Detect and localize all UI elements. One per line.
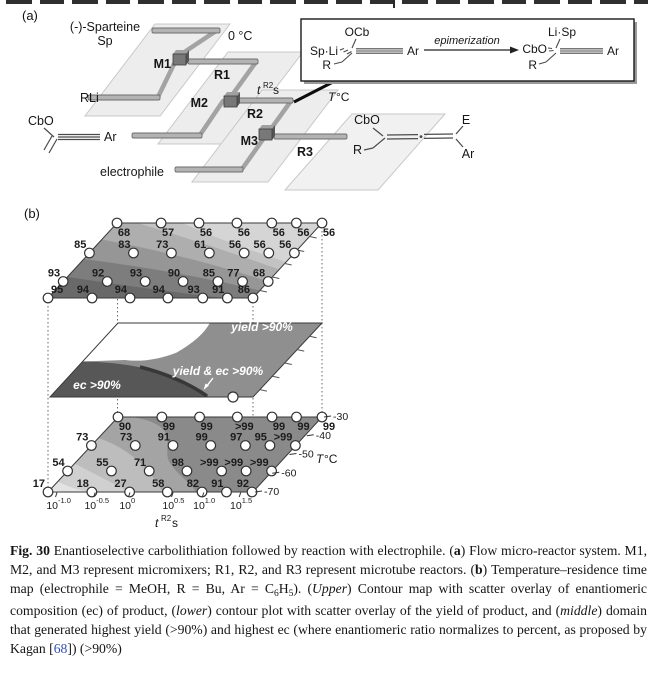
data-point-label: >99 xyxy=(235,421,254,433)
inset-left-spli: Sp·Li xyxy=(309,44,338,58)
data-point-label: 27 xyxy=(114,478,127,490)
data-point-label: 92 xyxy=(92,267,105,280)
data-point-label: 94 xyxy=(152,284,165,296)
data-point-label: 54 xyxy=(52,457,65,469)
data-point-label: 68 xyxy=(117,227,131,239)
reactor-tube-r2 xyxy=(235,98,293,103)
data-point-label: 73 xyxy=(120,431,133,444)
temp-axis-title xyxy=(316,452,338,466)
data-point-label: 56 xyxy=(279,239,292,251)
overlap-region-label: yield & ec >90% xyxy=(172,364,264,378)
data-point-label: 99 xyxy=(322,421,336,433)
panel-a-flow-reactor-diagram xyxy=(0,4,655,204)
data-point-label: 17 xyxy=(32,478,45,490)
data-point-label: 91 xyxy=(157,431,170,444)
product-r-label: R xyxy=(352,143,362,157)
x-tick-base: 10 xyxy=(162,500,175,512)
substrate-cbo-label: CbO xyxy=(28,114,54,128)
data-point-label: 95 xyxy=(254,431,267,444)
data-point-label: 73 xyxy=(76,431,89,444)
sparteine-abbrev: Sp xyxy=(97,34,113,48)
data-point-label: 99 xyxy=(162,421,175,433)
x-tick-exponent: -0.5 xyxy=(96,496,110,505)
svg-text:R2: R2 xyxy=(263,81,274,90)
x-tick-exponent: 0.5 xyxy=(174,496,185,505)
caption-segment: Enantioselective carbolithiation followed by reaction with electrophile. ( xyxy=(49,543,454,558)
variable-temp-label xyxy=(328,90,350,104)
data-point-label: 77 xyxy=(227,267,240,280)
caption-segment: ) Flow micro-reactor system. M1, M2, and M3 represent micromixers; R1, R2, and R3 represent microtube reactors. ( xyxy=(10,543,647,578)
svg-text:s: s xyxy=(273,83,279,97)
data-point-label: 92 xyxy=(236,478,249,490)
electrophile-label: electrophile xyxy=(100,165,164,179)
temp-tick-label: -30 xyxy=(333,411,349,423)
micromixer-m3 xyxy=(259,125,275,140)
optimum-point-marker xyxy=(228,392,238,402)
caption-segment: H xyxy=(278,581,289,597)
svg-text:°C: °C xyxy=(324,452,338,466)
electrophile-feed-tube xyxy=(175,167,243,172)
inset-right-lisp: Li·Sp xyxy=(547,25,577,39)
temp-tick-label: -70 xyxy=(264,486,280,498)
svg-text:°C: °C xyxy=(336,90,350,104)
caption-segment: ) contour plot with scatter overlay of the yield of product, and ( xyxy=(207,603,561,619)
x-axis xyxy=(46,493,252,513)
x-tick-base: 10 xyxy=(193,500,205,512)
data-point-label: 56 xyxy=(272,227,285,239)
caption-subscript: 6 xyxy=(273,589,279,600)
data-point-label: 73 xyxy=(156,239,169,251)
temp-tick-label: -40 xyxy=(315,429,331,442)
x-tick-base: 10 xyxy=(119,500,131,512)
data-point-label: 82 xyxy=(186,478,200,490)
data-point-label: 86 xyxy=(237,284,250,296)
svg-text:T: T xyxy=(316,452,324,466)
x-tick-base: 10 xyxy=(84,500,97,512)
caption-ref-68[interactable]: 68 xyxy=(53,641,68,657)
svg-text:s: s xyxy=(172,516,178,530)
inset-right-r: R xyxy=(528,58,537,72)
svg-text:t: t xyxy=(155,516,159,530)
yield-region-label: yield >90% xyxy=(231,320,293,334)
rli-feed-tube xyxy=(88,95,160,100)
svg-text:t: t xyxy=(257,83,261,97)
substrate-feed-tube xyxy=(132,133,202,138)
inset-right-ar: Ar xyxy=(607,44,619,58)
data-point-label: 99 xyxy=(297,421,310,433)
caption-segment: ) Contour map with scatter overlay of enantiomeric composition (ec) of product, ( xyxy=(10,581,647,619)
mixer-m3-label: M3 xyxy=(240,134,258,148)
data-point-label: 90 xyxy=(167,267,181,280)
yield-contour-layer xyxy=(33,411,349,512)
data-point-label: 55 xyxy=(96,457,109,469)
caption-upper-ref: Upper xyxy=(312,581,348,597)
data-point-label: 68 xyxy=(252,267,266,280)
figure-caption xyxy=(10,541,647,658)
data-point-label: 58 xyxy=(152,478,165,490)
data-point-label: 56 xyxy=(237,227,251,239)
rli-label: RLi xyxy=(80,91,99,105)
reactor-r1-label: R1 xyxy=(214,68,230,82)
inset-left-r: R xyxy=(322,58,331,72)
data-point-label: 99 xyxy=(272,421,286,433)
data-point-label: 61 xyxy=(194,239,207,251)
data-point-label: 93 xyxy=(47,267,61,280)
sparteine-label: (-)-Sparteine xyxy=(69,20,141,34)
ec-region-label: ec >90% xyxy=(73,378,121,392)
x-tick-exponent: 1.5 xyxy=(241,496,253,505)
domain-map-layer xyxy=(50,320,322,402)
mixer-m2-label: M2 xyxy=(190,96,208,110)
data-point-label: >99 xyxy=(273,431,293,444)
substrate-structure xyxy=(44,128,100,153)
inset-left-ocb: OCb xyxy=(344,25,370,39)
data-point-label: 94 xyxy=(114,284,127,296)
caption-middle-ref: middle xyxy=(560,603,598,619)
caption-fig-label: Fig. 30 xyxy=(10,543,50,558)
data-point-label: >99 xyxy=(249,457,269,469)
caption-panel-a-ref: a xyxy=(453,543,461,558)
data-point-label: 93 xyxy=(129,267,143,280)
sparteine-feed-tube xyxy=(152,28,220,33)
data-point-label: 94 xyxy=(76,284,90,296)
product-e-label: E xyxy=(461,113,471,127)
temp-tick-mark xyxy=(290,454,297,455)
data-point-label: >99 xyxy=(199,457,219,469)
data-point-label: 97 xyxy=(230,431,243,444)
data-point-label: 56 xyxy=(199,227,213,239)
temp-tick-label: -60 xyxy=(281,467,297,480)
ec-contour-layer xyxy=(43,218,335,303)
data-point-label: 18 xyxy=(76,478,89,490)
product-ar-label: Ar xyxy=(461,147,475,161)
caption-subscript: 5 xyxy=(288,589,294,600)
temp-tick-mark xyxy=(307,435,314,436)
x-axis-title xyxy=(155,514,178,530)
reactor-tube-r1 xyxy=(188,59,258,64)
product-cbo-label: CbO xyxy=(354,113,380,127)
caption-lower-ref: lower xyxy=(176,603,208,619)
epimerization-inset xyxy=(301,19,637,84)
x-tick-base: 10 xyxy=(230,500,242,512)
panel-a-label: (a) xyxy=(22,8,38,23)
x-tick-exponent: 1.0 xyxy=(204,496,216,505)
data-point-label: 57 xyxy=(161,227,175,239)
x-tick-exponent: -1.0 xyxy=(58,496,71,505)
data-point-label: 98 xyxy=(171,457,184,469)
caption-segment: ]) (>90%) xyxy=(67,641,122,657)
data-point-label: 90 xyxy=(118,421,132,433)
data-point-label: 56 xyxy=(322,227,336,239)
data-point-label: 91 xyxy=(211,478,224,490)
caption-segment: ). ( xyxy=(293,581,313,597)
caption-segment: ) domain that generated highest yield (>90%) and highest ec (where enantiomeric ratio normalizes to percent, as proposed by Kagan [ xyxy=(10,603,647,657)
x-tick-mark xyxy=(56,493,58,498)
caption-panel-b-ref: b xyxy=(475,562,483,578)
epimerization-label: epimerization xyxy=(434,35,500,47)
x-tick-base: 10 xyxy=(46,500,59,512)
reactor-r2-label: R2 xyxy=(247,107,263,121)
svg-text:R2: R2 xyxy=(161,514,172,523)
reactor-tube-r3 xyxy=(274,134,347,139)
data-point-label: 56 xyxy=(253,239,266,251)
x-tick-exponent: 0 xyxy=(131,496,136,505)
micromixer-m2 xyxy=(224,92,240,107)
caption-segment: ) Temperature–residence time map (electrophile = MeOH, R = Bu, Ar = C xyxy=(10,562,647,597)
temp-0c-label: 0 °C xyxy=(228,29,253,43)
inset-right-cbo: CbO xyxy=(522,42,547,56)
data-point-label: 71 xyxy=(133,457,147,469)
data-point-label: 95 xyxy=(51,284,64,296)
svg-text:T: T xyxy=(328,90,336,104)
reactor-r3-label: R3 xyxy=(297,145,313,159)
data-point-label: >99 xyxy=(224,457,244,469)
data-point-label: 99 xyxy=(200,421,213,433)
micromixer-m1 xyxy=(173,50,189,65)
data-point-label: 93 xyxy=(187,284,200,296)
mixer-m1-label: M1 xyxy=(153,57,171,71)
data-point-label: 85 xyxy=(74,239,87,251)
data-point-label: 99 xyxy=(195,431,208,444)
x-tick-mark xyxy=(239,493,241,498)
data-point-label: 91 xyxy=(212,284,225,296)
panel-b-temperature-residence-map xyxy=(0,200,430,545)
data-point-label: 85 xyxy=(202,267,215,280)
data-point-label: 83 xyxy=(118,239,131,251)
substrate-ar-label: Ar xyxy=(104,130,117,144)
temp-tick-label: -50 xyxy=(298,448,314,461)
inset-left-ar: Ar xyxy=(407,44,419,58)
data-point-label: 56 xyxy=(297,227,310,239)
panel-b-label: (b) xyxy=(24,206,40,221)
data-point-label: 56 xyxy=(228,239,242,251)
